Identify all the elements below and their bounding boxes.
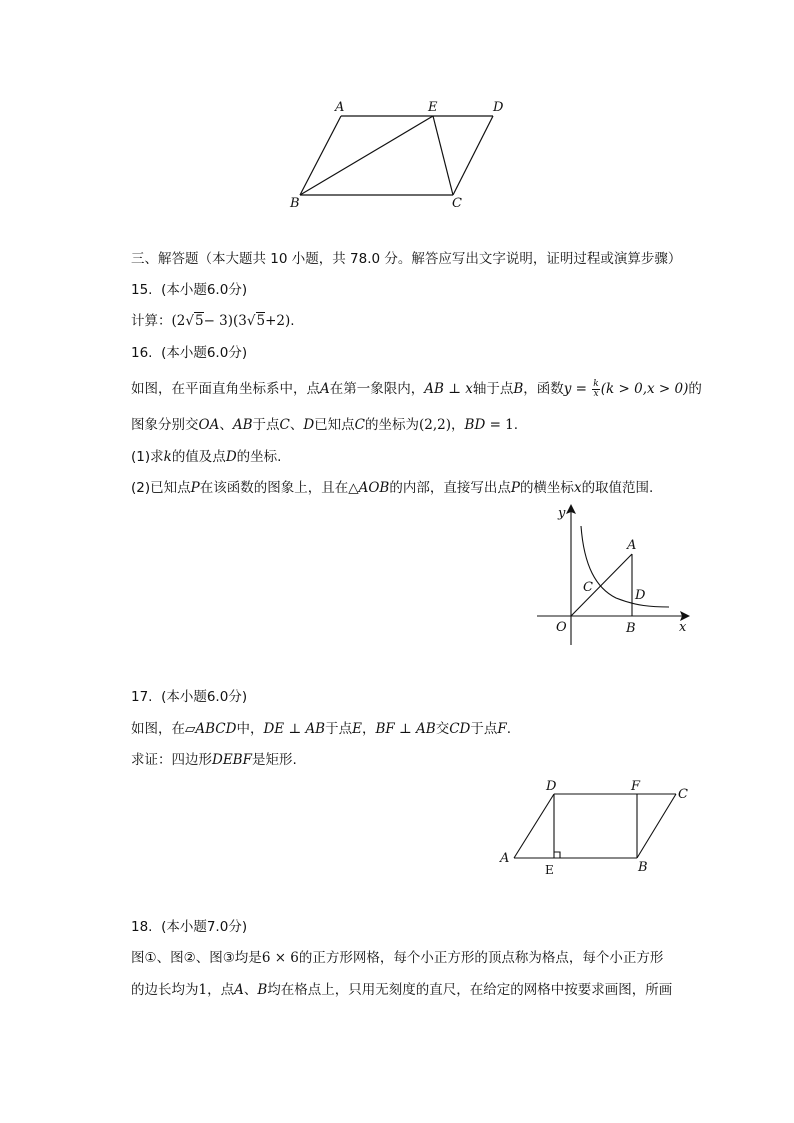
question-number: 15.	[131, 282, 153, 298]
question-number: 18.	[131, 919, 153, 935]
question-points: (本小题6.0分)	[161, 689, 248, 705]
label-B: B	[626, 621, 636, 636]
segment-AD	[514, 794, 554, 858]
right-angle-mark	[554, 852, 560, 858]
question-16-part-2: (2)已知点P在该函数的图象上，且在△AOB的内部，直接写出点P的横坐标x的取值范围.	[131, 480, 654, 496]
label-A: A	[500, 851, 510, 866]
question-number: 16.	[131, 345, 153, 361]
label-y: y	[558, 506, 566, 521]
question-points: (本小题6.0分)	[161, 345, 248, 361]
question-15-body: 计算：(2√5− 3)(3√5+2).	[131, 313, 295, 329]
label-B: B	[290, 196, 300, 211]
label-O: O	[556, 620, 567, 635]
label-A: A	[627, 538, 637, 553]
label-E: E	[545, 863, 554, 877]
question-18-header	[131, 917, 247, 937]
label-C: C	[583, 580, 593, 595]
label-D: D	[635, 588, 646, 603]
label-F: F	[631, 779, 641, 794]
label-x: x	[679, 620, 687, 635]
question-17-line-1: 如图，在▱ABCD中，DE ⊥ AB于点E，BF ⊥ AB交CD于点F.	[131, 721, 512, 737]
question-points: (本小题6.0分)	[161, 282, 248, 298]
label-B: B	[638, 860, 648, 875]
label-D: D	[493, 100, 504, 115]
question-18-line-1: 图①、图②、图③均是6 × 6的正方形网格，每个小正方形的顶点称为格点，每个小正方形	[131, 950, 664, 966]
math-expression: (2√5− 3)(3√5+2)	[171, 313, 291, 329]
question-16-line-1: 如图，在平面直角坐标系中，点A在第一象限内，AB ⊥ x轴于点B，函数y = $\frac{k}{x}$ (k > 0,x > 0)的	[131, 378, 702, 399]
fraction-k-over-x: $\frac{k}{x}$	[593, 378, 599, 399]
section-header: 三、解答题（本大题共 10 小题，共 78.0 分。解答应写出文字说明，证明过程或演算步骤）	[131, 251, 682, 267]
label-E: E	[428, 100, 438, 115]
label-C: C	[678, 787, 688, 802]
question-points: (本小题7.0分)	[161, 919, 248, 935]
label-A: A	[335, 100, 345, 115]
question-16-part-1: (1)求k的值及点D的坐标.	[131, 449, 282, 465]
question-16-line-2: 图象分别交OA、AB于点C、D已知点C的坐标为(2,2)，BD = 1.	[131, 417, 519, 433]
segment-BC	[637, 794, 676, 858]
label-D: D	[546, 779, 557, 794]
question-17-line-2: 求证：四边形DEBF是矩形.	[131, 752, 297, 768]
question-18-line-2: 的边长均为1，点A、B均在格点上，只用无刻度的直尺，在给定的网格中按要求画图，所画	[131, 982, 673, 998]
label-C: C	[452, 196, 462, 211]
question-number: 17.	[131, 689, 153, 705]
